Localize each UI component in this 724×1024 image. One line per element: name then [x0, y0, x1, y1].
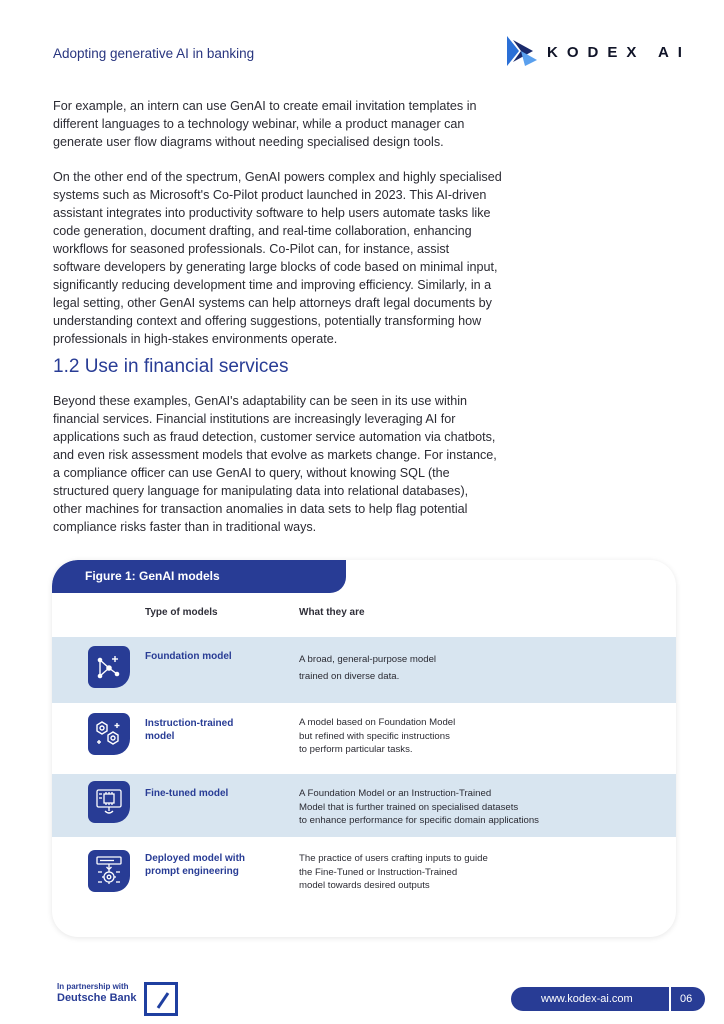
text-line: significantly reducing development time and improving efficiency. Similarly, in a: [53, 278, 492, 292]
prompt-gear-icon: [88, 850, 130, 892]
table-row-fine-tuned: [52, 774, 676, 837]
table-row-deployed: [52, 837, 676, 907]
website-link[interactable]: www.kodex-ai.com: [541, 993, 633, 1005]
description-line: A broad, general-purpose model: [299, 654, 437, 665]
text-line: assistant integrates into productivity software to help users automate tasks like: [53, 206, 491, 220]
description-line: but refined with specific instructions: [299, 730, 450, 742]
model-name: Instruction-trained model: [145, 718, 234, 742]
text-line: For example, an intern can use GenAI to create email invitation templates in: [53, 99, 477, 113]
page-number: 06: [680, 993, 693, 1005]
description-line: A Foundation Model or an Instruction-Trained: [299, 788, 492, 799]
table-row-instruction-trained: [52, 703, 676, 774]
model-name: Foundation model: [145, 651, 232, 662]
partner-label: In partnership with: [57, 982, 129, 991]
logo-slash: [157, 992, 170, 1009]
partner-credit: [57, 982, 136, 1004]
logo-wordmark: KODEX AI: [547, 44, 691, 61]
description-line: The practice of users crafting inputs to guide: [299, 853, 488, 864]
description-line: trained on diverse data.: [299, 671, 400, 682]
model-name: Fine-tuned model: [145, 788, 229, 799]
text-line: different languages to a technology webinar, while a product manager can: [53, 117, 465, 131]
description-line: model towards desired outputs: [299, 880, 430, 891]
text-line: structured query language for manipulating data into relational databases),: [53, 484, 469, 498]
text-line: other machines for transaction anomalies in data sets to help flag potential: [53, 502, 468, 516]
model-description: [299, 852, 599, 893]
monitor-chip-icon: [88, 781, 130, 823]
deutsche-bank-logo-icon: [144, 982, 178, 1016]
document-header-title: Adopting generative AI in banking: [53, 46, 255, 61]
description-line: to perform particular tasks.: [299, 744, 413, 755]
figure-genai-models: [52, 560, 676, 937]
text-line: a compliance officer can use GenAI to query, without knowing SQL (the: [53, 466, 450, 480]
description-line: to enhance performance for specific domain applications: [299, 815, 539, 826]
hexagon-gears-icon: [88, 713, 130, 755]
text-line: code generation, document drafting, and real-time collaboration, enhancing: [53, 224, 472, 238]
text-line: financial services. Financial institutions are increasingly leveraging AI for: [53, 412, 456, 426]
text-line: workflows for seasoned professionals. Co-Pilot can, for instance, assist: [53, 242, 450, 256]
text-line: compliance risks faster than in traditional ways.: [53, 520, 317, 534]
description-line: the Fine-Tuned or Instruction-Trained: [299, 866, 458, 878]
text-line: generate user flow diagrams without needing specialised design tools.: [53, 135, 444, 149]
paragraph-2: [53, 168, 523, 348]
figure-title: Figure 1: GenAI models: [52, 560, 346, 593]
text-line: legal setting, other GenAI systems can help attorneys draft legal documents by: [53, 296, 492, 310]
model-description: [299, 787, 599, 828]
text-line: Beyond these examples, GenAI's adaptability can be seen in its use within: [53, 394, 468, 408]
model-description: [299, 651, 599, 685]
partner-name: Deutsche Bank: [57, 992, 137, 1004]
text-line: software developers by generating large blocks of code based on minimal input,: [53, 260, 498, 274]
footer-divider: [669, 987, 671, 1011]
footer-bar: [511, 987, 705, 1011]
column-header-type: Type of models: [145, 607, 218, 618]
text-line: and even risk assessment models that evolve as markets change. For instance,: [53, 448, 497, 462]
description-line: A model based on Foundation Model: [299, 717, 456, 728]
text-line: understanding context and offering suggestions, potentially transforming how: [53, 314, 482, 328]
kodex-logo-icon: [505, 34, 539, 68]
text-line: systems such as Microsoft's Co-Pilot product launched in 2023. This AI-driven: [53, 188, 487, 202]
model-name: Deployed model with prompt engineering: [145, 853, 246, 877]
section-heading: 1.2 Use in financial services: [53, 356, 289, 377]
network-sparkle-icon: [88, 646, 130, 688]
paragraph-3: [53, 392, 523, 536]
description-line: Model that is further trained on specialised datasets: [299, 801, 519, 813]
model-description: [299, 716, 599, 757]
kodex-ai-logo: [505, 34, 695, 68]
text-line: On the other end of the spectrum, GenAI powers complex and highly specialised: [53, 170, 502, 184]
text-line: professionals in high-stakes environments operate.: [53, 332, 338, 346]
column-header-what: What they are: [299, 607, 365, 618]
paragraph-1: [53, 97, 523, 151]
table-row-foundation: [52, 637, 676, 703]
text-line: applications such as fraud detection, customer service automation via chatbots,: [53, 430, 496, 444]
